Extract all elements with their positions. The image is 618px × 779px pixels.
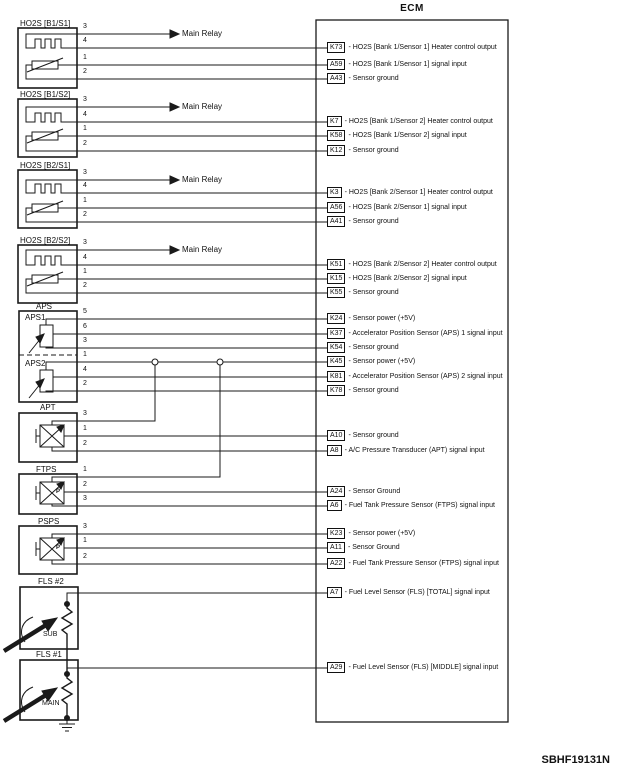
pin-number: 1	[83, 268, 87, 275]
ecm-pin-desc: - Sensor ground	[348, 432, 399, 439]
ecm-pin-code: K15	[327, 273, 345, 284]
ecm-pin-code: K12	[327, 145, 345, 156]
ecm-pin-desc: - Accelerator Position Sensor (APS) 1 signal input	[348, 330, 503, 337]
heater-element-icon	[32, 113, 64, 122]
sensor-label-apt: APT	[40, 403, 56, 412]
fls1-signal-wire	[67, 668, 330, 674]
main-relay-label: Main Relay	[182, 175, 223, 184]
fls1-resistor-icon	[62, 674, 72, 718]
ecm-pin-desc: - A/C Pressure Transducer (APT) signal input	[344, 447, 485, 454]
psps-group	[19, 526, 330, 574]
ftps-pressure-letter: P	[56, 489, 61, 495]
psps-box	[19, 526, 77, 574]
ecm-pin-row-k15	[327, 272, 467, 285]
main-relay-label: Main Relay	[182, 29, 223, 38]
ecm-pin-row-a43	[327, 72, 399, 85]
sensor-sublabel-aps2: APS2	[25, 359, 46, 368]
ftps-box	[19, 474, 77, 514]
apt-wires	[52, 362, 330, 451]
ecm-pin-desc: - Sensor ground	[348, 218, 399, 225]
ecm-pin-code: K51	[327, 259, 345, 270]
ho2s-b1s2-box	[18, 99, 77, 157]
aps1-wiper-arrowhead	[36, 334, 44, 343]
ecm-pin-code: K37	[327, 328, 345, 339]
ecm-pin-desc: - Sensor ground	[348, 344, 399, 351]
ecm-pin-desc: - Fuel Level Sensor (FLS) [TOTAL] signal input	[344, 589, 490, 596]
pin-number: 2	[83, 68, 87, 75]
ecm-pin-desc: - HO2S [Bank 1/Sensor 2] Heater control output	[344, 118, 493, 125]
pin-number: 1	[83, 197, 87, 204]
ecm-pin-row-k81	[327, 370, 503, 383]
pin-number: 1	[83, 466, 87, 473]
fls2-box	[20, 587, 78, 649]
ecm-pin-row-a41	[327, 215, 399, 228]
ecm-pin-code: A8	[327, 445, 342, 456]
ecm-pin-desc: - Fuel Tank Pressure Sensor (FTPS) signal input	[344, 502, 495, 509]
pin-number: 3	[83, 523, 87, 530]
ho2s-b1s2-wires	[26, 107, 330, 151]
ecm-pin-row-k7	[327, 115, 493, 128]
junction-ring	[217, 359, 223, 365]
ecm-pin-code: A6	[327, 500, 342, 511]
pin-number: 6	[83, 323, 87, 330]
sensor-label-psps: PSPS	[38, 517, 60, 526]
ecm-pin-desc: - Sensor Ground	[348, 488, 401, 495]
ecm-pin-code: K73	[327, 42, 345, 53]
ho2s-b2s1-wires	[26, 180, 330, 222]
ftps-wires	[52, 362, 330, 506]
junction-dot	[65, 672, 70, 677]
main-relay-arrowhead	[170, 30, 179, 38]
fls2-float-arm	[4, 625, 46, 651]
ecm-pin-desc: - Sensor power (+5V)	[348, 530, 416, 537]
fls2-float-arrowhead	[42, 618, 57, 631]
ecm-pin-row-a7	[327, 586, 490, 599]
pin-number: 4	[83, 182, 87, 189]
ecm-pin-row-a22	[327, 557, 499, 570]
ecm-pin-desc: - Sensor ground	[348, 289, 399, 296]
ecm-pin-desc: - Sensor power (+5V)	[348, 358, 416, 365]
ecm-pin-code: K54	[327, 342, 345, 353]
pin-number: 2	[83, 140, 87, 147]
ecm-pin-code: K78	[327, 385, 345, 396]
pin-number: 3	[83, 169, 87, 176]
ecm-pin-row-k24	[327, 312, 415, 325]
ecm-pin-code: K81	[327, 371, 345, 382]
heater-element-icon	[32, 39, 64, 48]
ecm-pin-code: K23	[327, 528, 345, 539]
ecm-pin-code: A41	[327, 216, 345, 227]
pin-number: 4	[83, 111, 87, 118]
sensor-sublabel-aps1: APS1	[25, 313, 46, 322]
sensor-label-ftps: FTPS	[36, 465, 57, 474]
ecm-pin-desc: - HO2S [Bank 2/Sensor 2] signal input	[348, 275, 467, 282]
ecm-pin-code: A22	[327, 558, 345, 569]
pin-number: 1	[83, 425, 87, 432]
pin-number: 2	[83, 553, 87, 560]
sensor-label-aps: APS	[36, 302, 53, 311]
pin-number: 1	[83, 351, 87, 358]
pin-number: 3	[83, 337, 87, 344]
ecm-pin-row-k58	[327, 129, 467, 142]
ecm-title: ECM	[400, 3, 424, 14]
junction-dot	[65, 602, 70, 607]
ecm-pin-desc: - Sensor Ground	[347, 544, 400, 551]
ecm-pin-desc: - Fuel Tank Pressure Sensor (FTPS) signal input	[348, 560, 499, 567]
ecm-pin-code: K3	[327, 187, 342, 198]
ecm-pin-row-a6	[327, 499, 495, 512]
pin-number: 3	[83, 239, 87, 246]
ecm-pin-desc: - Accelerator Position Sensor (APS) 2 signal input	[348, 373, 503, 380]
ecm-pin-row-k54	[327, 341, 399, 354]
ecm-pin-code: K55	[327, 287, 345, 298]
ecm-pin-row-k55	[327, 286, 399, 299]
ecm-pin-row-a56	[327, 201, 467, 214]
pin-number: 2	[83, 380, 87, 387]
sensor-label-ho2s-b2s2: HO2S [B2/S2]	[20, 236, 71, 245]
pin-number: 1	[83, 537, 87, 544]
ecm-pin-code: A11	[327, 542, 345, 553]
ecm-pin-desc: - HO2S [Bank 2/Sensor 2] Heater control output	[348, 261, 497, 268]
ho2s-b2s1-group	[18, 170, 330, 228]
fls1-float-arm	[4, 695, 46, 721]
ecm-pin-row-k78	[327, 384, 399, 397]
heater-element-icon	[32, 256, 64, 265]
ecm-pin-row-k3	[327, 186, 493, 199]
fls1-sub-label: MAIN	[42, 700, 60, 707]
junction-ring	[152, 359, 158, 365]
ecm-pin-desc: - HO2S [Bank 1/Sensor 2] signal input	[348, 132, 467, 139]
ecm-pin-row-a11	[327, 541, 400, 554]
pin-number: 5	[83, 308, 87, 315]
pin-number: 3	[83, 23, 87, 30]
main-relay-arrowhead	[170, 246, 179, 254]
sensor-label-fls2: FLS #2	[38, 577, 64, 586]
sensor-label-ho2s-b2s1: HO2S [B2/S1]	[20, 161, 71, 170]
ecm-pin-code: A59	[327, 59, 345, 70]
main-relay-arrowhead	[170, 176, 179, 184]
main-relay-label: Main Relay	[182, 102, 223, 111]
ecm-pin-row-k45	[327, 355, 415, 368]
ecm-pin-row-a24	[327, 485, 400, 498]
pin-number: 2	[83, 211, 87, 218]
ecm-pin-desc: - HO2S [Bank 1/Sensor 1] signal input	[348, 61, 467, 68]
pin-number: 1	[83, 54, 87, 61]
ho2s-b2s1-box	[18, 170, 77, 228]
ecm-pin-code: A29	[327, 662, 345, 673]
ecm-pin-row-k23	[327, 527, 415, 540]
psps-wires	[52, 534, 330, 564]
ecm-pin-row-a29	[327, 661, 498, 674]
ecm-pin-row-k37	[327, 327, 503, 340]
ecm-pin-code: A56	[327, 202, 345, 213]
ecm-pin-row-k73	[327, 41, 497, 54]
aps2-wiper-arrowhead	[36, 379, 44, 388]
ecm-pin-desc: - HO2S [Bank 2/Sensor 1] signal input	[348, 204, 467, 211]
apt-box	[19, 413, 77, 462]
ecm-pin-desc: - HO2S [Bank 1/Sensor 1] Heater control output	[348, 44, 497, 51]
ho2s-b1s1-wires	[26, 34, 330, 79]
main-relay-label: Main Relay	[182, 245, 223, 254]
ecm-pin-code: A7	[327, 587, 342, 598]
ecm-pin-desc: - Fuel Level Sensor (FLS) [MIDDLE] signal input	[348, 664, 499, 671]
fls2-sub-label: SUB	[43, 631, 58, 638]
ho2s-b1s2-group	[18, 99, 330, 157]
ecm-pin-code: K58	[327, 130, 345, 141]
ecm-pin-code: A10	[327, 430, 345, 441]
psps-pressure-letter: P	[56, 545, 61, 551]
fls2-resistor-icon	[62, 604, 72, 674]
ecm-pin-code: K45	[327, 356, 345, 367]
ecm-pin-code: K24	[327, 313, 345, 324]
ecm-pin-code: A43	[327, 73, 345, 84]
pin-number: 3	[83, 410, 87, 417]
ecm-pin-desc: - Sensor ground	[348, 147, 399, 154]
pin-number: 1	[83, 125, 87, 132]
ecm-pin-row-a10	[327, 429, 399, 442]
ho2s-b1s1-group	[18, 28, 330, 88]
ftps-group	[19, 362, 330, 514]
pin-number: 3	[83, 495, 87, 502]
pin-number: 4	[83, 366, 87, 373]
pin-number: 4	[83, 37, 87, 44]
ho2s-b2s2-wires	[26, 250, 330, 293]
sensor-label-ho2s-b1s2: HO2S [B1/S2]	[20, 90, 71, 99]
ho2s-b2s2-group	[18, 245, 330, 303]
ecm-pin-row-a59	[327, 58, 467, 71]
ecm-pin-desc: - Sensor ground	[348, 387, 399, 394]
aps-wires	[46, 319, 330, 392]
pin-number: 2	[83, 481, 87, 488]
ecm-pin-desc: - Sensor power (+5V)	[348, 315, 416, 322]
ecm-pin-desc: - Sensor ground	[348, 75, 399, 82]
sensor-label-fls1: FLS #1	[36, 650, 62, 659]
ho2s-b2s2-box	[18, 245, 77, 303]
heater-element-icon	[32, 184, 64, 193]
pin-number: 2	[83, 440, 87, 447]
sensor-label-ho2s-b1s1: HO2S [B1/S1]	[20, 19, 71, 28]
main-relay-arrowhead	[170, 103, 179, 111]
ecm-pin-row-a8	[327, 444, 485, 457]
figure-code: SBHF19131N	[541, 754, 610, 766]
ecm-pin-desc: - HO2S [Bank 2/Sensor 1] Heater control output	[344, 189, 493, 196]
ecm-pin-code: K7	[327, 116, 342, 127]
fls1-group	[4, 660, 330, 731]
pin-number: 3	[83, 96, 87, 103]
aps-group	[19, 311, 330, 402]
fls2-signal-wire	[67, 593, 330, 604]
ecm-pin-row-k51	[327, 258, 497, 271]
pin-number: 4	[83, 254, 87, 261]
pin-number: 2	[83, 282, 87, 289]
ecm-pin-row-k12	[327, 144, 399, 157]
ecm-pin-code: A24	[327, 486, 345, 497]
